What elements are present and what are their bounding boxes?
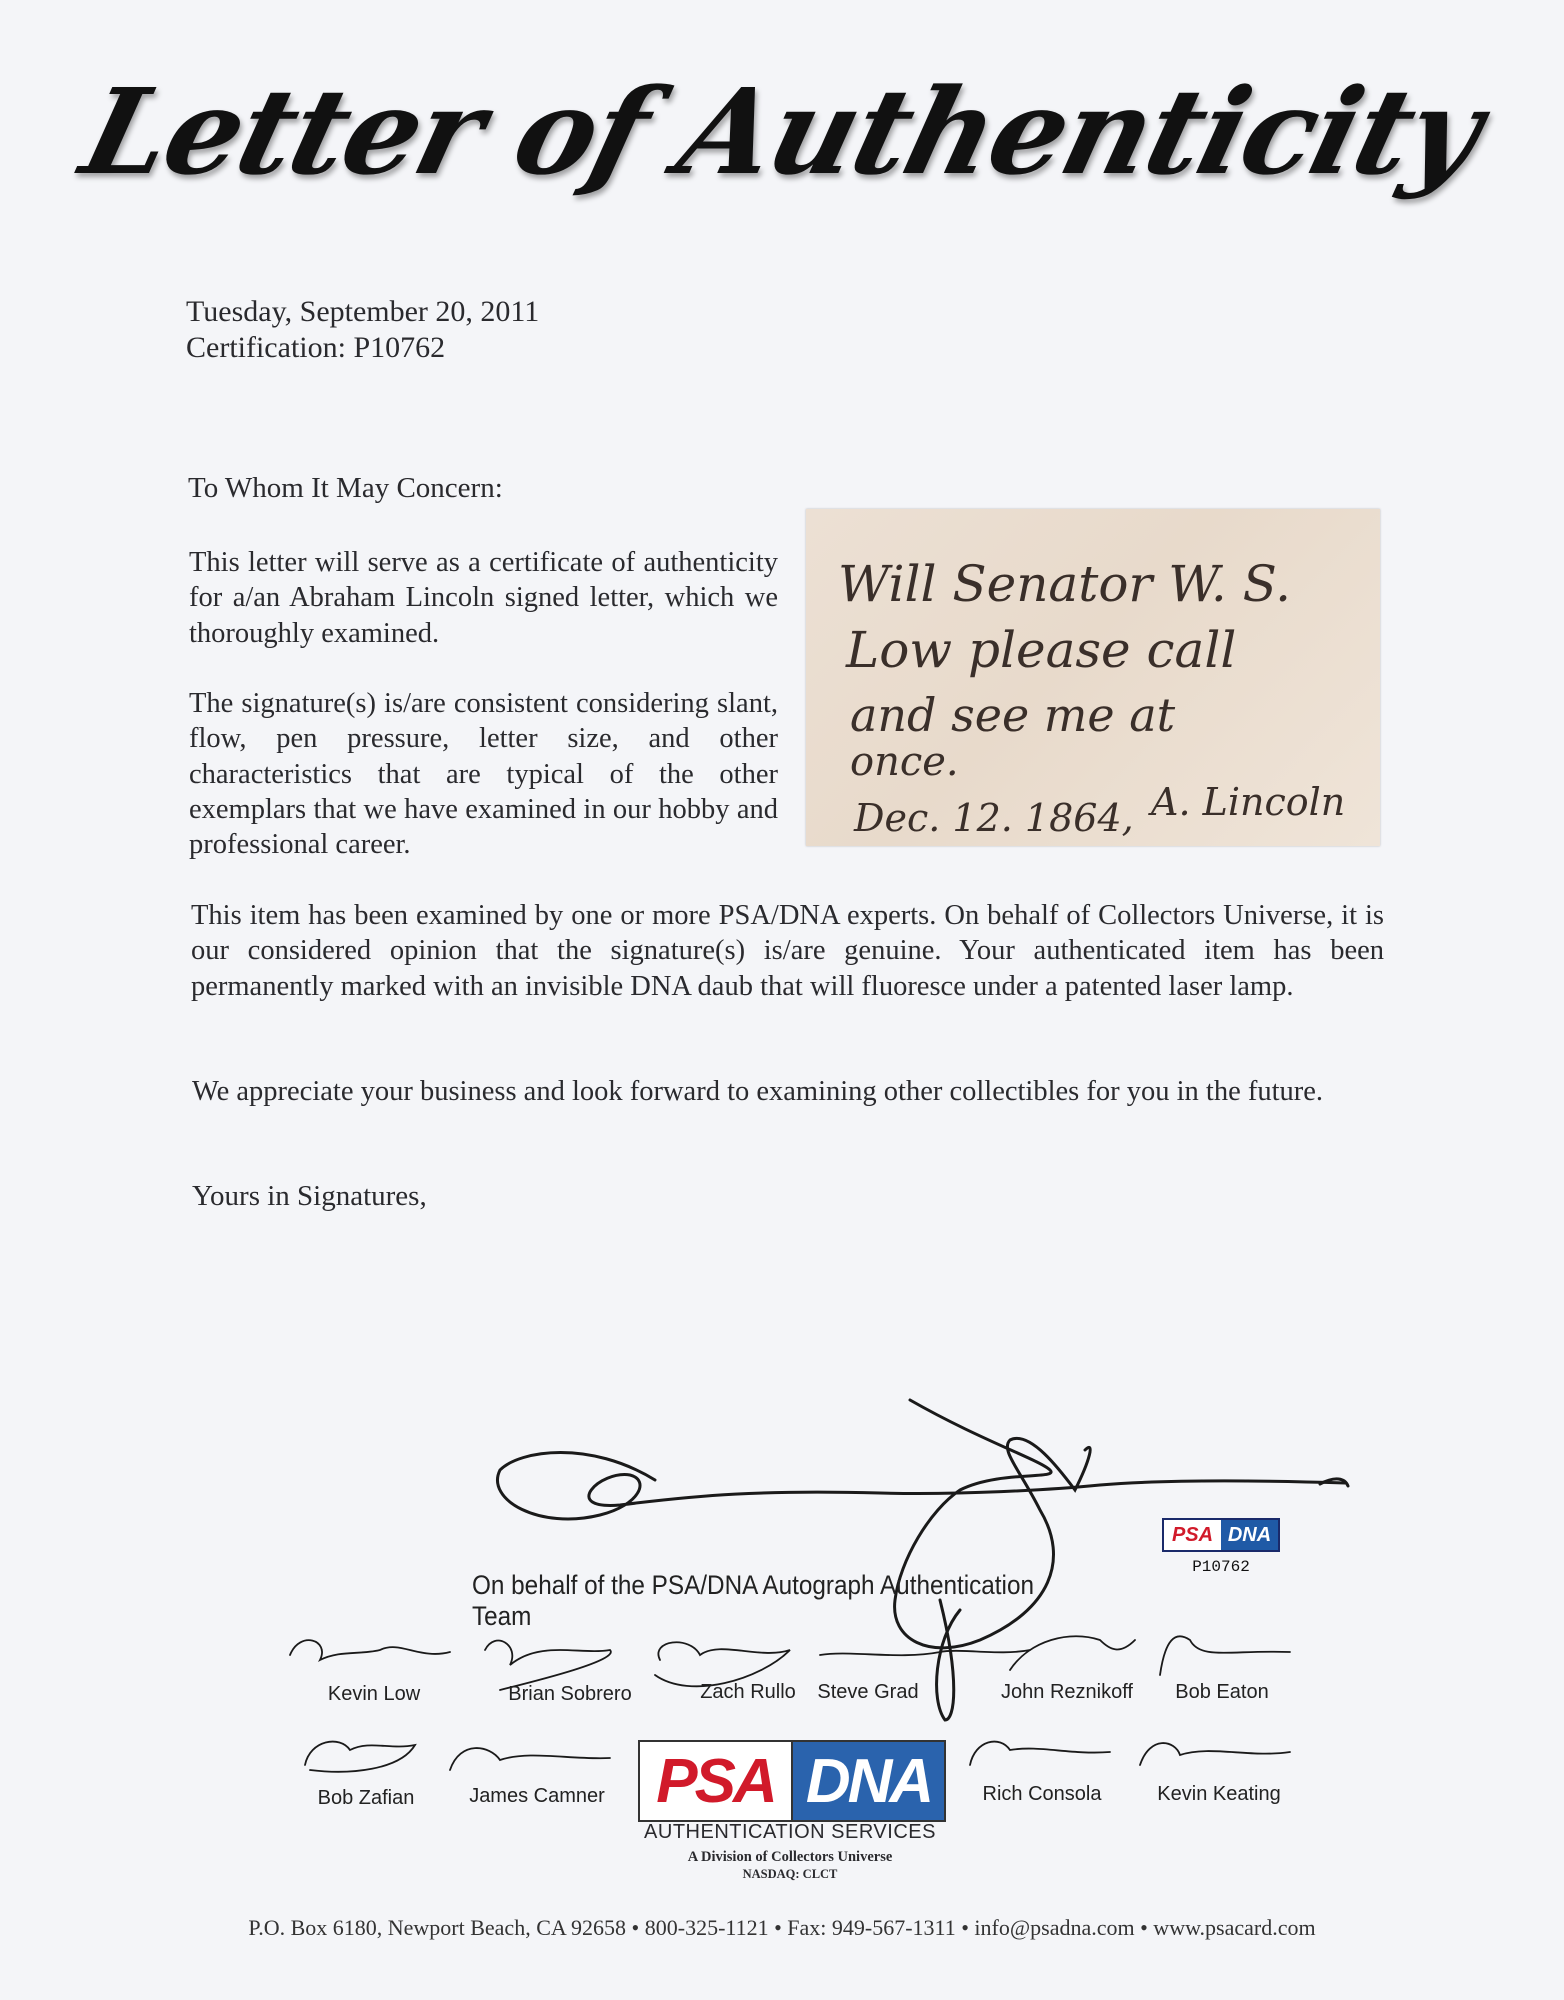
- letter-date: Tuesday, September 20, 2011: [186, 295, 540, 328]
- lincoln-signed-card-image: [806, 509, 1380, 846]
- card-line-2: Low please call: [846, 621, 1237, 679]
- footer-contact: P.O. Box 6180, Newport Beach, CA 92658 • 800-325-1121 • Fax: 949-567-1311 • info@psadna.com • www.psacard.com: [248, 1915, 1316, 1940]
- greeting: To Whom It May Concern:: [188, 472, 503, 504]
- team-line: On behalf of the PSA/DNA Autograph Authentication Team: [472, 1570, 1034, 1631]
- division-label: A Division of Collectors Universe: [687, 1849, 893, 1865]
- certification-number: Certification: P10762: [186, 331, 446, 364]
- expert-name: Rich Consola: [982, 1783, 1102, 1805]
- expert-name: Steve Grad: [817, 1681, 919, 1703]
- expert-name: Bob Eaton: [1175, 1681, 1269, 1703]
- paragraph-certificate: This letter will serve as a certificate of authenticity for a/an Abraham Lincoln signed letter, which we thoroughly examined.: [189, 547, 778, 649]
- card-line-4: once.: [850, 739, 959, 785]
- card-line-5: Dec. 12. 1864,: [854, 796, 1134, 840]
- expert-name: Kevin Keating: [1157, 1783, 1281, 1805]
- psa-dna-hologram-sticker: [1162, 1518, 1280, 1576]
- logo-dna-text: DNA: [793, 1742, 944, 1820]
- expert-name: Zach Rullo: [700, 1681, 796, 1703]
- paragraph-examination: This item has been examined by one or more PSA/DNA experts. On behalf of Collectors Universe, it is our considered opinion that the signature(s) is/are genuine. Your authenticated item has been permanently marked with an invisible DNA daub that will fluoresce under a patented laser lamp.: [191, 900, 1384, 1002]
- logo-psa-text: PSA: [640, 1742, 793, 1820]
- nasdaq-label: NASDAQ: CLCT: [742, 1867, 838, 1881]
- expert-name: James Camner: [469, 1785, 605, 1807]
- sticker-cert-number: P10762: [1192, 1558, 1250, 1576]
- sticker-dna-text: DNA: [1221, 1520, 1278, 1550]
- date-block: [186, 294, 539, 366]
- card-line-6: A. Lincoln: [1151, 780, 1346, 824]
- expert-name: Kevin Low: [327, 1683, 421, 1705]
- paragraph-signature-consistency: The signature(s) is/are consistent considering slant, flow, pen pressure, letter size, and other characteristics that are typical of the other exemplars that we have examined in our hobby and professional career.: [189, 688, 778, 861]
- letter-title: Letter of Authenticity: [69, 62, 1495, 201]
- authentication-services-label: AUTHENTICATION SERVICES: [644, 1821, 936, 1843]
- card-line-1: Will Senator W. S.: [838, 555, 1292, 613]
- closing: Yours in Signatures,: [192, 1180, 427, 1212]
- expert-name: Bob Zafian: [317, 1787, 415, 1809]
- sticker-psa-text: PSA: [1164, 1520, 1221, 1550]
- paragraph-appreciation: We appreciate your business and look forward to examining other collectibles for you in the future.: [192, 1076, 1324, 1107]
- expert-name: John Reznikoff: [1001, 1681, 1133, 1703]
- psa-dna-logo: [638, 1740, 946, 1822]
- expert-name: Brian Sobrero: [508, 1683, 632, 1705]
- card-line-3: and see me at: [850, 688, 1176, 742]
- sticker-logo: [1162, 1518, 1280, 1552]
